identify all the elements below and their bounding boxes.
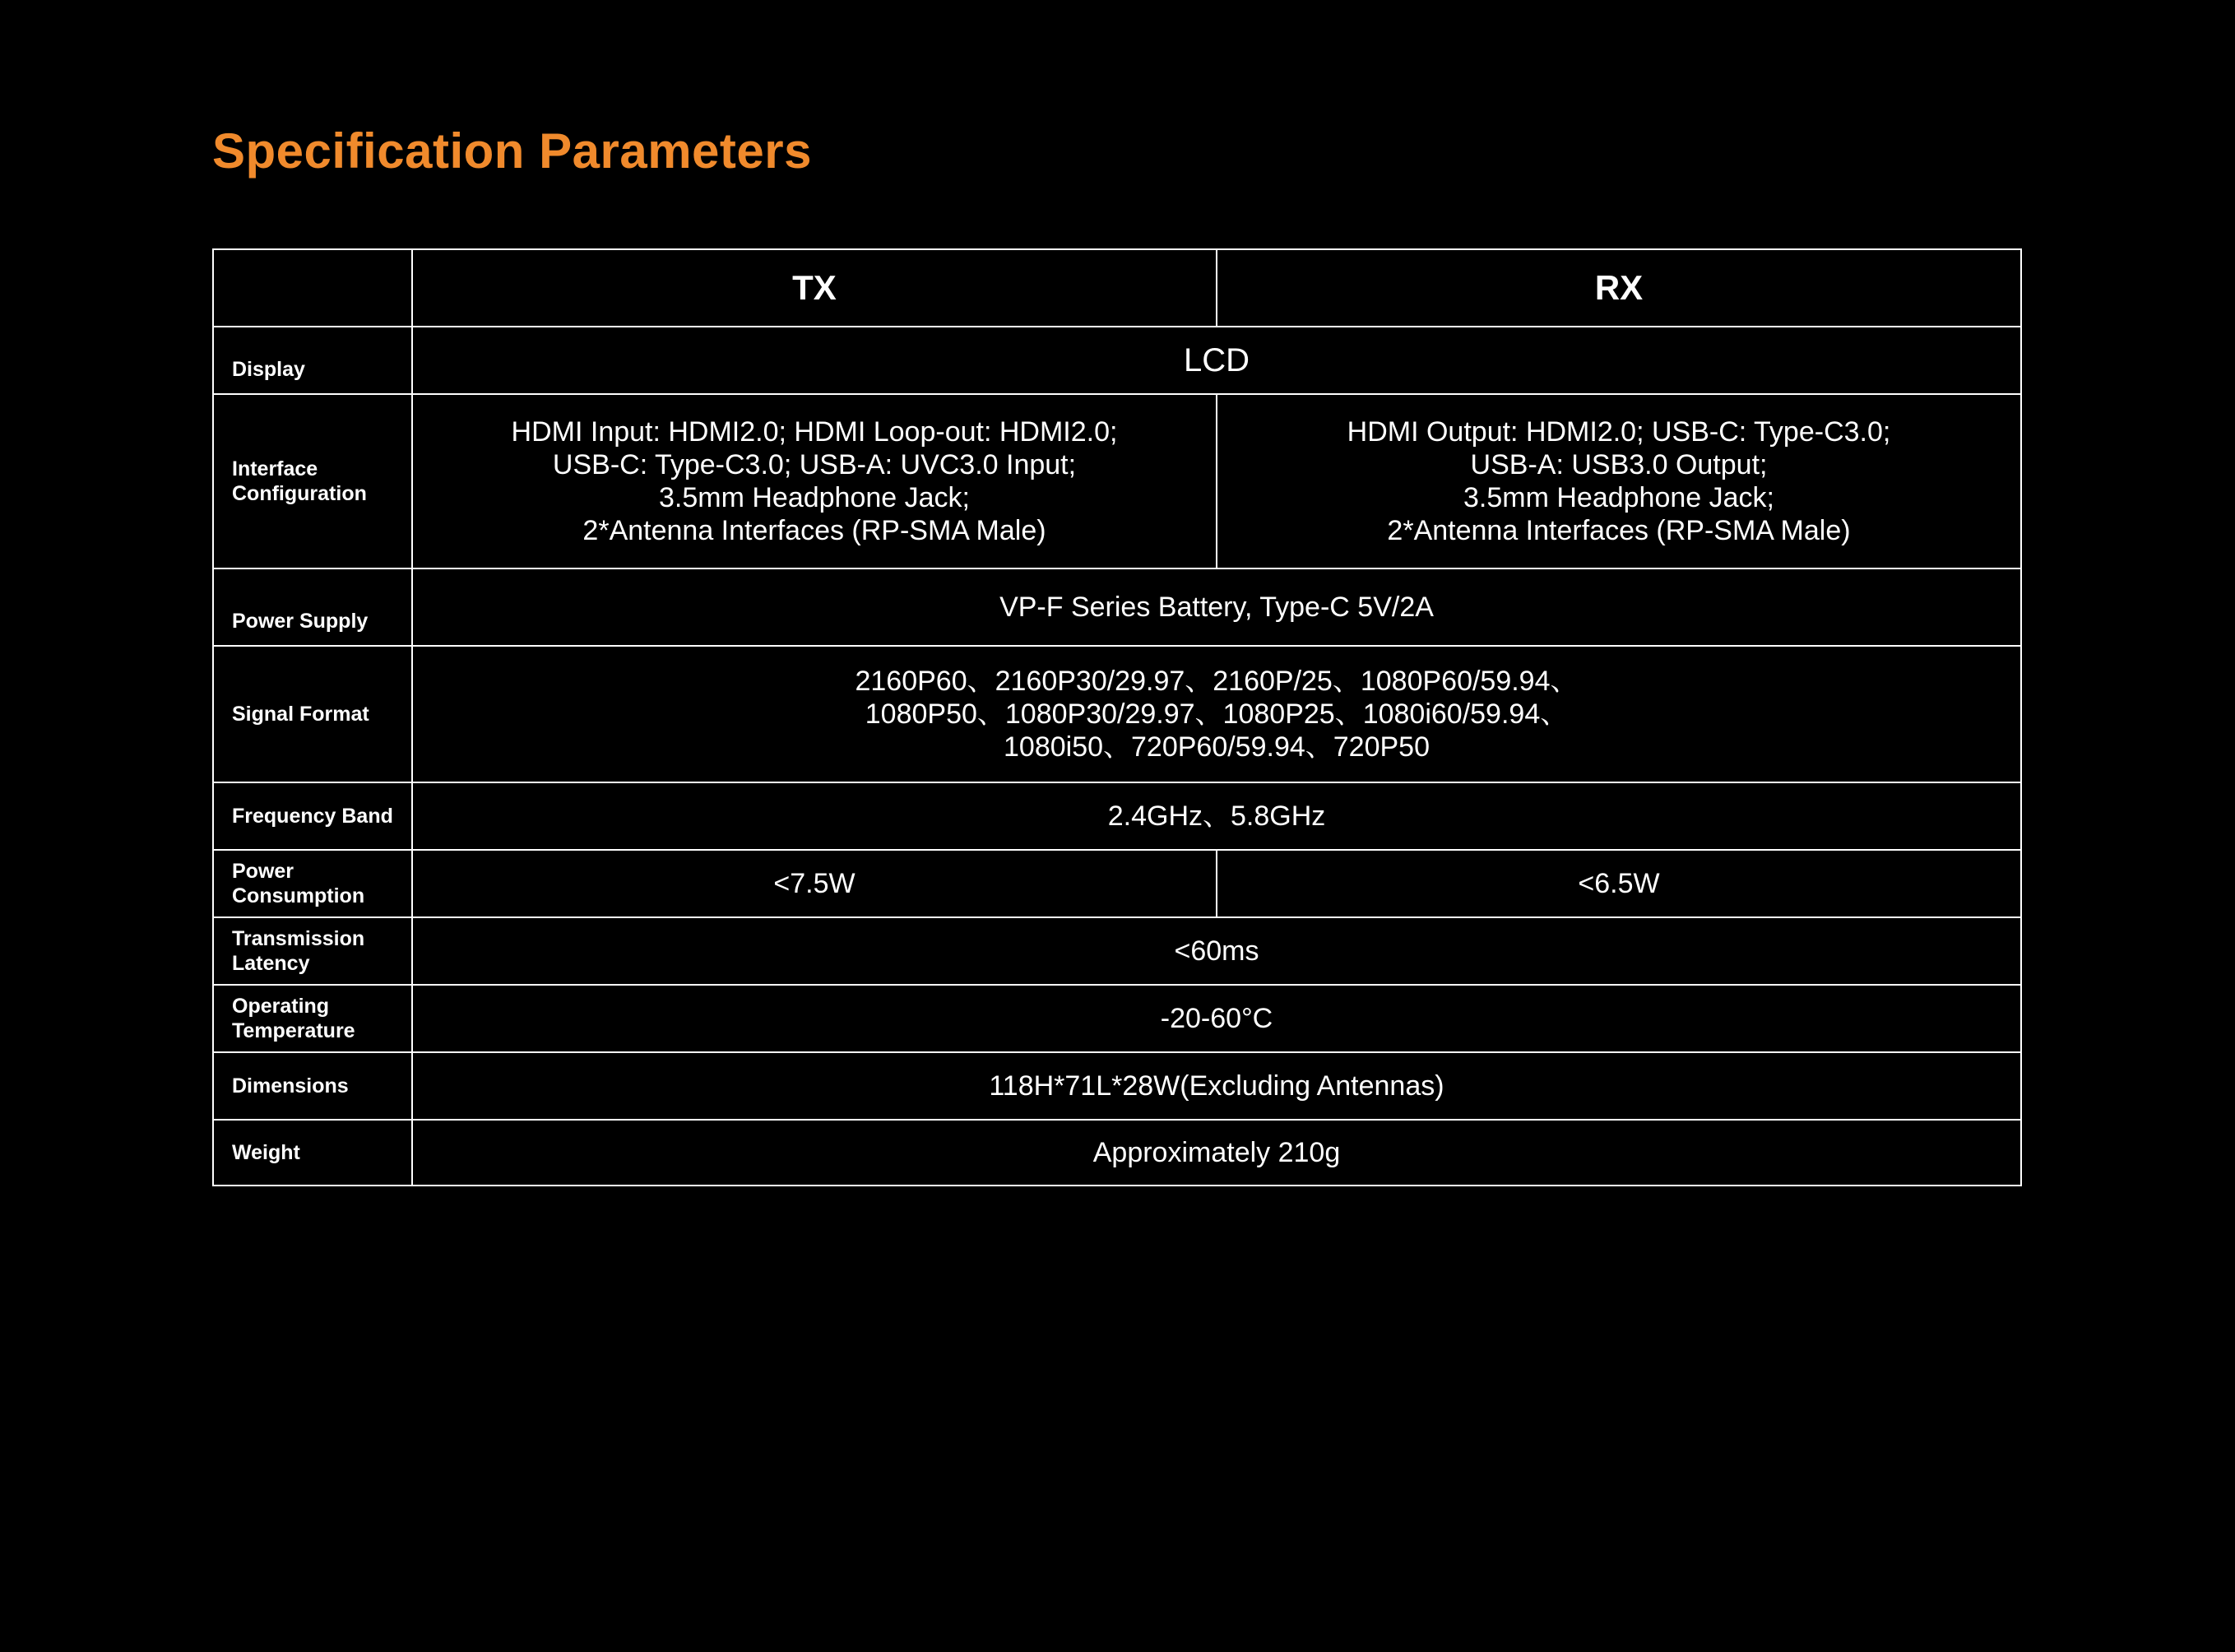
table-row <box>213 327 2021 394</box>
header-tx: TX <box>412 249 1217 327</box>
table-row <box>213 985 2021 1052</box>
row-label-dimensions: Dimensions <box>213 1052 412 1120</box>
power-consumption-rx-value: <6.5W <box>1217 850 2021 917</box>
interface-rx-value: HDMI Output: HDMI2.0; USB-C: Type-C3.0; USB-A: USB3.0 Output; 3.5mm Headphone Jack; 2*Antenna Interfaces (RP-SMA Male) <box>1217 394 2021 568</box>
row-label-transmission-latency: Transmission Latency <box>213 917 412 985</box>
row-label-power-consumption: Power Consumption <box>213 850 412 917</box>
row-label-operating-temperature: Operating Temperature <box>213 985 412 1052</box>
display-value: LCD <box>412 327 2021 394</box>
row-label-display: Display <box>213 327 412 394</box>
row-label-frequency-band: Frequency Band <box>213 782 412 850</box>
table-row <box>213 850 2021 917</box>
transmission-latency-value: <60ms <box>412 917 2021 985</box>
power-consumption-tx-value: <7.5W <box>412 850 1217 917</box>
table-row <box>213 917 2021 985</box>
header-rx: RX <box>1217 249 2021 327</box>
spec-table <box>212 248 2022 1186</box>
table-row <box>213 1120 2021 1186</box>
table-row <box>213 1052 2021 1120</box>
table-row <box>213 782 2021 850</box>
row-label-power-supply: Power Supply <box>213 568 412 646</box>
power-supply-value: VP-F Series Battery, Type-C 5V/2A <box>412 568 2021 646</box>
signal-format-value: 2160P60、2160P30/29.97、2160P/25、1080P60/59.94、 1080P50、1080P30/29.97、1080P25、1080i60/59.94、 1080i50、720P60/59.94、720P50 <box>412 646 2021 782</box>
frequency-band-value: 2.4GHz、5.8GHz <box>412 782 2021 850</box>
operating-temperature-value: -20-60°C <box>412 985 2021 1052</box>
interface-tx-value: HDMI Input: HDMI2.0; HDMI Loop-out: HDMI2.0; USB-C: Type-C3.0; USB-A: UVC3.0 Input; 3.5mm Headphone Jack; 2*Antenna Interfaces (RP-SMA Male) <box>412 394 1217 568</box>
row-label-weight: Weight <box>213 1120 412 1186</box>
table-header-row <box>213 249 2021 327</box>
dimensions-value: 118H*71L*28W(Excluding Antennas) <box>412 1052 2021 1120</box>
page-title: Specification Parameters <box>212 123 812 179</box>
table-row <box>213 568 2021 646</box>
row-label-interface-configuration: Interface Configuration <box>213 394 412 568</box>
weight-value: Approximately 210g <box>412 1120 2021 1186</box>
row-label-signal-format: Signal Format <box>213 646 412 782</box>
table-row <box>213 646 2021 782</box>
table-row <box>213 394 2021 568</box>
header-corner-cell <box>213 249 412 327</box>
